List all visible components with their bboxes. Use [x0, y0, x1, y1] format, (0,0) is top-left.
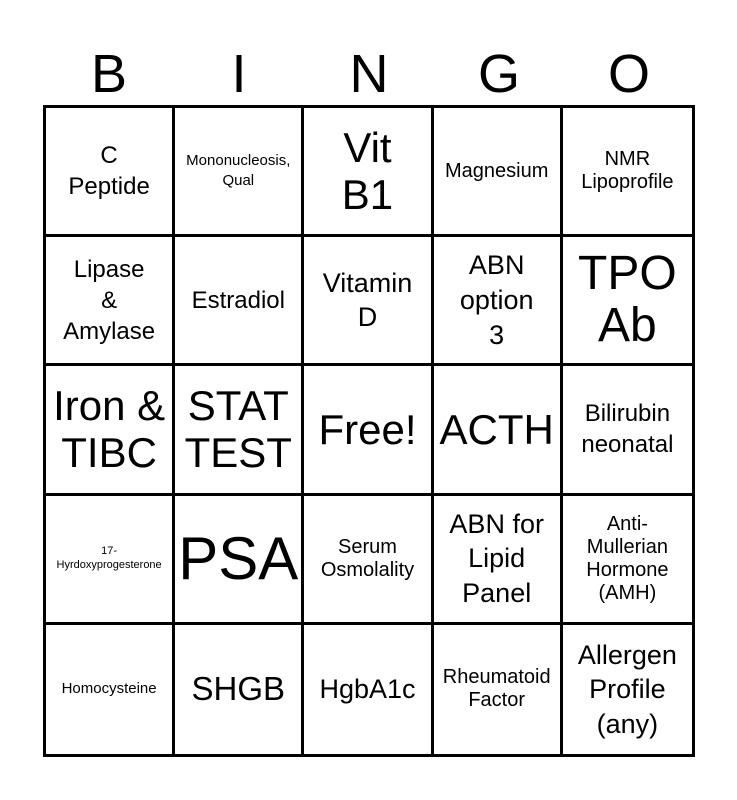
bingo-cell[interactable]: Homocysteine — [46, 625, 175, 754]
bingo-cell[interactable]: Magnesium — [434, 108, 563, 237]
bingo-cell[interactable]: NMR Lipoprofile — [563, 108, 692, 237]
bingo-cell[interactable]: Allergen Profile (any) — [577, 639, 677, 739]
bingo-cell[interactable]: STAT TEST — [175, 366, 304, 495]
bingo-header — [44, 42, 694, 106]
free-space-cell[interactable]: Free! — [304, 366, 433, 495]
bingo-cell[interactable]: Vitamin D — [304, 237, 433, 366]
bingo-cell[interactable]: Lipase & Amylase — [46, 237, 175, 366]
bingo-cell[interactable]: Anti- Mullerian Hormone (AMH) — [563, 496, 692, 625]
bingo-cell[interactable]: ABN for Lipid Panel — [434, 496, 563, 625]
bingo-cell[interactable]: Estradiol — [175, 237, 304, 366]
bingo-cell[interactable]: TPO Ab — [563, 237, 692, 366]
bingo-cell[interactable]: Iron & TIBC — [46, 366, 175, 495]
header-letter-o: O — [607, 44, 650, 104]
bingo-cell[interactable]: Bilirubin neonatal — [563, 366, 692, 495]
header-letter-b: B — [90, 44, 128, 104]
bingo-cell[interactable]: C Peptide — [46, 108, 175, 237]
header-letter-n: N — [349, 44, 389, 104]
bingo-cell[interactable]: 17- Hyrdoxyprogesterone — [46, 496, 175, 625]
bingo-cell[interactable]: Serum Osmolality — [304, 496, 433, 625]
header-letter-i: I — [231, 44, 247, 104]
bingo-cell[interactable]: SHGB — [175, 625, 304, 754]
bingo-cell[interactable]: ACTH — [434, 366, 563, 495]
bingo-cell[interactable]: HgbA1c — [304, 625, 433, 754]
bingo-cell[interactable]: Rheumatoid Factor — [434, 625, 563, 754]
bingo-cell[interactable]: PSA — [175, 496, 304, 625]
header-letter-g: G — [477, 44, 520, 104]
bingo-board — [43, 105, 695, 757]
bingo-cell[interactable]: ABN option 3 — [434, 237, 563, 366]
bingo-cell[interactable]: Mononucleosis, Qual — [175, 108, 304, 237]
bingo-cell[interactable]: Vit B1 — [304, 108, 433, 237]
